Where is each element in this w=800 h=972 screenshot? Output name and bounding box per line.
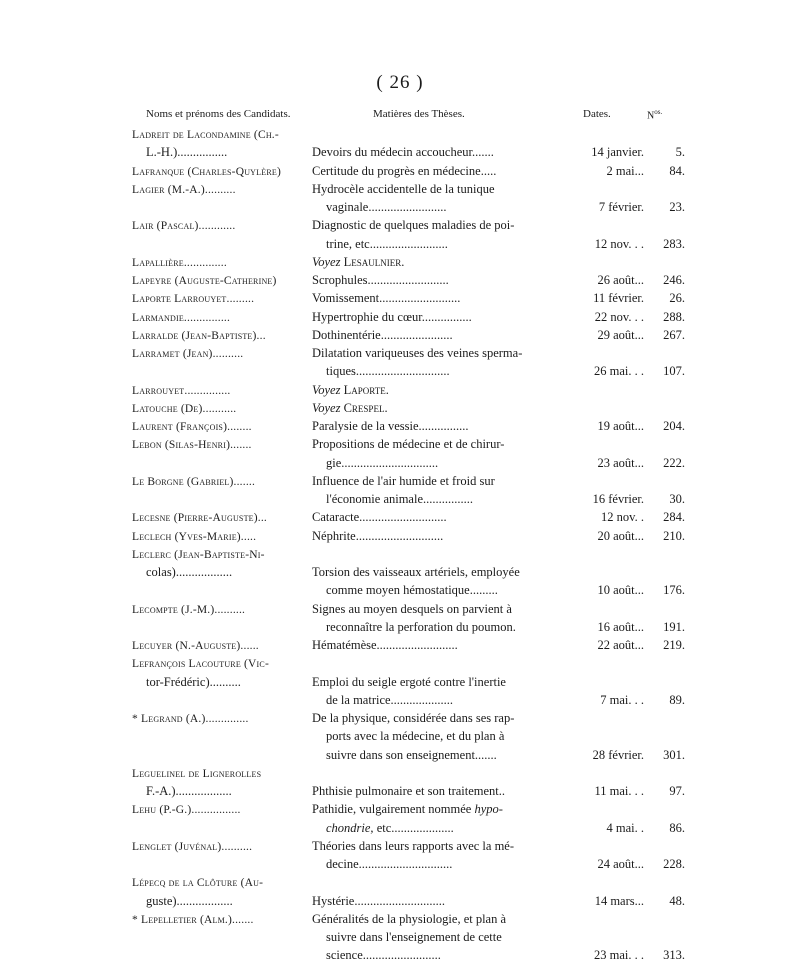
candidate-name-text: Laurent (François)........ bbox=[132, 421, 252, 433]
candidate-name-text: L.-H.)................ bbox=[146, 145, 228, 160]
thesis-date: 12 nov. . . bbox=[594, 236, 644, 251]
thesis-number: 89. bbox=[669, 692, 685, 707]
thesis-date: 4 mai. . bbox=[606, 820, 644, 835]
thesis-number: 222. bbox=[663, 455, 685, 470]
table-row bbox=[0, 326, 800, 344]
candidate-name bbox=[132, 527, 304, 546]
candidate-name bbox=[132, 654, 304, 673]
thesis-subject: chondrie, etc.................... bbox=[326, 820, 454, 835]
thesis-number: 176. bbox=[663, 583, 685, 598]
candidate-name-text: Larmandie............... bbox=[132, 311, 231, 324]
candidate-name-text: Lecompte (J.-M.).......... bbox=[132, 603, 246, 616]
thesis-number: 30. bbox=[669, 492, 685, 506]
thesis-date: 2 mai... bbox=[606, 163, 644, 178]
thesis-subject: Voyez Lesaulnier. bbox=[312, 254, 405, 269]
table-row bbox=[0, 636, 800, 654]
candidate-name-text: Leguelinel de Lignerolles bbox=[132, 767, 262, 780]
candidate-name-text: * Legrand (A.).............. bbox=[132, 713, 249, 725]
candidate-name-text: colas).................. bbox=[146, 565, 233, 579]
candidate-name bbox=[132, 636, 304, 655]
thesis-number: 283. bbox=[663, 236, 685, 251]
thesis-subject: Influence de l'air humide et froid sur bbox=[312, 473, 495, 488]
column-header-names: Noms et prénoms des Candidats. bbox=[146, 108, 291, 120]
candidate-name bbox=[132, 600, 304, 619]
thesis-number: 313. bbox=[663, 948, 685, 963]
table-row bbox=[0, 691, 800, 709]
thesis-subject: vaginale......................... bbox=[326, 200, 447, 214]
table-row bbox=[0, 143, 800, 161]
thesis-subject: reconnaître la perforation du poumon. bbox=[326, 619, 516, 634]
thesis-date: 11 février. bbox=[593, 291, 644, 306]
candidate-name-text: tor-Frédéric).......... bbox=[146, 674, 241, 689]
thesis-subject: trine, etc......................... bbox=[326, 236, 448, 251]
candidate-name bbox=[132, 472, 304, 491]
thesis-subject: suivre dans son enseignement....... bbox=[326, 747, 497, 762]
table-row bbox=[0, 764, 800, 782]
thesis-subject: Emploi du seigle ergoté contre l'inertie bbox=[312, 674, 506, 689]
thesis-subject: Néphrite............................ bbox=[312, 528, 444, 543]
table-row bbox=[0, 235, 800, 253]
candidate-name-text: Lapeyre (Auguste-Catherine) bbox=[132, 275, 277, 287]
thesis-subject: suivre dans l'enseignement de cette bbox=[326, 930, 502, 944]
candidate-name-text: guste).................. bbox=[146, 893, 233, 908]
thesis-number: 48. bbox=[669, 893, 685, 908]
thesis-date: 7 mai. . . bbox=[600, 692, 644, 707]
table-row bbox=[0, 819, 800, 837]
candidate-name bbox=[132, 308, 304, 327]
table-row bbox=[0, 673, 800, 691]
thesis-number: 210. bbox=[663, 528, 685, 543]
table-row bbox=[0, 399, 800, 417]
candidate-name-text: Lagier (M.-A.).......... bbox=[132, 183, 236, 196]
candidate-name bbox=[132, 216, 304, 235]
table-row bbox=[0, 563, 800, 581]
candidate-name bbox=[146, 673, 304, 691]
candidate-name bbox=[132, 381, 304, 400]
thesis-subject: Torsion des vaisseaux artériels, employée bbox=[312, 565, 520, 579]
column-header-dates: Dates. bbox=[583, 108, 611, 120]
candidate-name-text: Lecuyer (N.-Auguste)...... bbox=[132, 640, 259, 652]
candidate-name-text: Latouche (De)........... bbox=[132, 402, 237, 415]
thesis-subject: science......................... bbox=[326, 948, 441, 963]
candidate-name bbox=[132, 344, 304, 363]
table-row bbox=[0, 417, 800, 435]
candidate-name bbox=[146, 782, 304, 800]
thesis-subject: gie............................... bbox=[326, 455, 439, 470]
table-row bbox=[0, 746, 800, 764]
thesis-date: 23 mai. . . bbox=[594, 948, 644, 963]
thesis-number: 228. bbox=[663, 857, 685, 871]
candidate-name bbox=[132, 837, 304, 856]
candidate-name bbox=[132, 399, 304, 418]
thesis-subject: Devoirs du médecin accoucheur....... bbox=[312, 145, 494, 160]
candidate-name bbox=[132, 508, 304, 527]
thesis-date: 26 mai. . . bbox=[594, 364, 644, 379]
candidate-name-text: Ladreit de Lacondamine (Ch.- bbox=[132, 129, 279, 141]
candidate-name-text: Lebon (Silas-Henri)....... bbox=[132, 439, 252, 452]
table-row bbox=[0, 454, 800, 472]
thesis-subject: Généralités de la physiologie, et plan à bbox=[312, 911, 507, 926]
candidate-name-text: Lapallière.............. bbox=[132, 256, 227, 269]
thesis-number: 23. bbox=[669, 200, 685, 214]
candidate-name-text: Larrouyet............... bbox=[132, 384, 231, 397]
thesis-date: 22 août... bbox=[597, 638, 644, 652]
table-row bbox=[0, 855, 800, 873]
thesis-date: 26 août... bbox=[597, 273, 644, 287]
thesis-date: 12 nov. . bbox=[601, 510, 644, 525]
table-row bbox=[0, 545, 800, 563]
candidate-name bbox=[132, 709, 304, 728]
thesis-subject: Hystérie............................. bbox=[312, 893, 445, 908]
thesis-number: 246. bbox=[663, 273, 685, 287]
table-row bbox=[0, 837, 800, 855]
candidate-name-text: Larralde (Jean-Baptiste)... bbox=[132, 329, 266, 342]
candidate-name-text: F.-A.).................. bbox=[146, 784, 232, 798]
table-row bbox=[0, 180, 800, 198]
candidate-name-text: Le Borgne (Gabriel)....... bbox=[132, 475, 256, 488]
thesis-subject: Certitude du progrès en médecine..... bbox=[312, 163, 497, 178]
column-header-numbers-label: N bbox=[647, 110, 655, 122]
candidate-name-text: Lafranque (Charles-Quylère) bbox=[132, 165, 281, 178]
candidate-name bbox=[132, 435, 304, 454]
table-row bbox=[0, 892, 800, 910]
candidate-name-text: Lecesne (Pierre-Auguste)... bbox=[132, 512, 268, 525]
candidate-name-text: Lefrançois Lacouture (Vic- bbox=[132, 658, 269, 671]
table-row bbox=[0, 527, 800, 545]
table-row bbox=[0, 125, 800, 143]
candidate-name-text: Lenglet (Juvénal).......... bbox=[132, 840, 253, 853]
thesis-subject: Signes au moyen desquels on parvient à bbox=[312, 601, 512, 616]
thesis-date: 14 mars... bbox=[594, 893, 644, 908]
thesis-date: 20 août... bbox=[597, 528, 644, 543]
candidate-name bbox=[132, 764, 304, 783]
thesis-date: 29 août... bbox=[597, 327, 644, 342]
table-row bbox=[0, 873, 800, 891]
table-row bbox=[0, 928, 800, 946]
thesis-number: 191. bbox=[663, 619, 685, 634]
candidate-name-text: Leclech (Yves-Marie)..... bbox=[132, 530, 257, 543]
thesis-subject: Vomissement.......................... bbox=[312, 291, 461, 306]
thesis-subject: tiques.............................. bbox=[326, 364, 450, 379]
column-header-numbers-sup: os. bbox=[654, 108, 663, 116]
thesis-subject: Voyez Crespel. bbox=[312, 400, 388, 415]
thesis-number: 86. bbox=[669, 820, 685, 835]
thesis-number: 288. bbox=[663, 309, 685, 324]
candidate-name bbox=[132, 162, 304, 181]
candidate-name bbox=[146, 563, 304, 581]
candidate-name bbox=[132, 271, 304, 290]
thesis-date: 11 mai. . . bbox=[594, 784, 644, 798]
table-row bbox=[0, 709, 800, 727]
thesis-subject: Théories dans leurs rapports avec la mé- bbox=[312, 838, 515, 853]
candidate-name bbox=[132, 253, 304, 272]
thesis-subject: Voyez Laporte. bbox=[312, 382, 389, 397]
thesis-number: 204. bbox=[663, 419, 685, 433]
table-row bbox=[0, 782, 800, 800]
table-row bbox=[0, 618, 800, 636]
thesis-subject: Hypertrophie du cœur................ bbox=[312, 309, 472, 324]
thesis-number: 301. bbox=[663, 747, 685, 762]
thesis-subject: Phthisie pulmonaire et son traitement.. bbox=[312, 784, 506, 798]
table-row bbox=[0, 198, 800, 216]
table-row bbox=[0, 946, 800, 964]
thesis-subject: Hématémèse.......................... bbox=[312, 638, 458, 652]
thesis-number: 267. bbox=[663, 327, 685, 342]
candidate-name-text: Laporte Larrouyet......... bbox=[132, 293, 255, 306]
table-row bbox=[0, 472, 800, 490]
candidate-name bbox=[132, 910, 304, 929]
thesis-number: 26. bbox=[669, 291, 685, 306]
table-row bbox=[0, 910, 800, 928]
table-row bbox=[0, 727, 800, 745]
candidate-name bbox=[146, 892, 304, 910]
thesis-subject: Dilatation variqueuses des veines sperma- bbox=[312, 346, 523, 360]
thesis-date: 22 nov. . . bbox=[594, 309, 644, 324]
candidate-name bbox=[132, 289, 304, 308]
thesis-number: 107. bbox=[663, 364, 685, 379]
candidate-name bbox=[132, 326, 304, 345]
thesis-subject: Dothinentérie....................... bbox=[312, 327, 453, 342]
table-row bbox=[0, 508, 800, 526]
table-row bbox=[0, 253, 800, 271]
thesis-subject: Pathidie, vulgairement nommée hypo- bbox=[312, 802, 503, 817]
candidate-name bbox=[132, 873, 304, 892]
thesis-subject: Propositions de médecine et de chirur- bbox=[312, 437, 505, 452]
thesis-subject: Hydrocèle accidentelle de la tunique bbox=[312, 181, 495, 196]
table-row bbox=[0, 435, 800, 453]
thesis-date: 28 février. bbox=[592, 747, 644, 762]
candidate-name bbox=[132, 417, 304, 436]
thesis-date: 14 janvier. bbox=[591, 145, 644, 160]
table-row bbox=[0, 162, 800, 180]
candidate-name bbox=[132, 180, 304, 199]
candidate-name-text: Larramet (Jean).......... bbox=[132, 348, 244, 360]
candidate-name bbox=[146, 143, 304, 161]
thesis-number: 284. bbox=[663, 510, 685, 525]
table-row bbox=[0, 289, 800, 307]
thesis-date: 7 février. bbox=[598, 200, 644, 214]
thesis-subject: De la physique, considérée dans ses rap- bbox=[312, 711, 515, 725]
thesis-date: 10 août... bbox=[597, 583, 644, 598]
thesis-number: 84. bbox=[669, 163, 685, 178]
column-header-matters: Matières des Thèses. bbox=[373, 108, 465, 120]
thesis-subject: Paralysie de la vessie................ bbox=[312, 419, 469, 433]
candidate-name bbox=[132, 545, 304, 564]
table-row bbox=[0, 216, 800, 234]
thesis-date: 16 février. bbox=[592, 492, 644, 506]
table-row bbox=[0, 308, 800, 326]
thesis-subject: ports avec la médecine, et du plan à bbox=[326, 729, 505, 744]
column-header-numbers bbox=[647, 108, 662, 121]
thesis-subject: Cataracte............................ bbox=[312, 510, 447, 525]
table-row bbox=[0, 344, 800, 362]
table-row bbox=[0, 381, 800, 399]
thesis-date: 19 août... bbox=[597, 419, 644, 433]
table-row bbox=[0, 800, 800, 818]
thesis-number: 5. bbox=[675, 145, 685, 160]
thesis-subject: de la matrice.................... bbox=[326, 692, 454, 707]
thesis-subject: Scrophules.......................... bbox=[312, 273, 449, 287]
candidate-name bbox=[132, 800, 304, 819]
table-row bbox=[0, 581, 800, 599]
candidate-name-text: Lehu (P.-G.)................ bbox=[132, 804, 241, 817]
thesis-subject: decine.............................. bbox=[326, 857, 453, 871]
candidate-name-text: Leclerc (Jean-Baptiste-Ni- bbox=[132, 548, 265, 561]
thesis-subject: Diagnostic de quelques maladies de poi- bbox=[312, 218, 515, 233]
table-row bbox=[0, 490, 800, 508]
candidate-name-text: Lair (Pascal)............ bbox=[132, 220, 236, 233]
table-row bbox=[0, 600, 800, 618]
thesis-subject: comme moyen hémostatique......... bbox=[326, 583, 498, 598]
table-row bbox=[0, 271, 800, 289]
thesis-date: 16 août... bbox=[597, 619, 644, 634]
table-row bbox=[0, 654, 800, 672]
table-row bbox=[0, 362, 800, 380]
page-number: ( 26 ) bbox=[376, 72, 424, 93]
candidate-name bbox=[132, 125, 304, 144]
thesis-subject: l'économie animale................ bbox=[326, 492, 474, 506]
thesis-date: 24 août... bbox=[597, 857, 644, 871]
candidate-name-text: * Lepelletier (Alm.)....... bbox=[132, 913, 254, 926]
thesis-number: 97. bbox=[669, 784, 685, 798]
thesis-number: 219. bbox=[663, 638, 685, 652]
thesis-date: 23 août... bbox=[597, 455, 644, 470]
candidate-name-text: Lépecq de la Clôture (Au- bbox=[132, 877, 264, 890]
